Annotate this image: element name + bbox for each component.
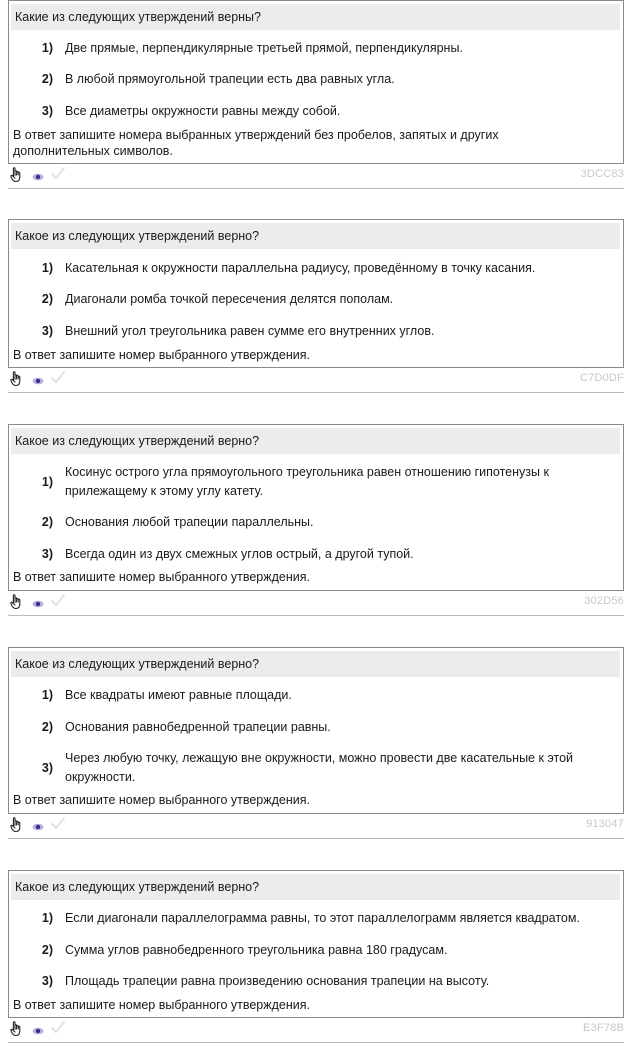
option-item bbox=[9, 513, 623, 532]
task-code: 3DCC83 bbox=[580, 168, 624, 180]
option-item bbox=[9, 545, 623, 564]
option-item bbox=[9, 909, 623, 928]
question-box bbox=[8, 647, 624, 814]
option-number: 1) bbox=[41, 474, 53, 489]
option-number: 1) bbox=[41, 41, 53, 55]
eye-icon[interactable] bbox=[32, 169, 44, 187]
hand-pointer-icon[interactable] bbox=[10, 1021, 24, 1042]
checkmark-icon[interactable] bbox=[50, 370, 66, 389]
question-title: Какое из следующих утверждений верно? bbox=[11, 874, 620, 900]
option-number: 3) bbox=[41, 760, 53, 775]
option-number: 3) bbox=[41, 324, 53, 338]
question-title: Какое из следующих утверждений верно? bbox=[11, 428, 620, 454]
option-text: Через любую точку, лежащую вне окружности, можно провести две касательные к этой окружности. bbox=[65, 751, 574, 784]
option-item bbox=[9, 718, 623, 737]
task-code: 302D56 bbox=[584, 595, 624, 607]
task-toolbar bbox=[8, 1018, 624, 1040]
option-item bbox=[9, 70, 623, 89]
divider bbox=[8, 1042, 624, 1043]
task-toolbar bbox=[8, 164, 624, 186]
checkmark-icon[interactable] bbox=[50, 1020, 66, 1039]
option-number: 2) bbox=[41, 72, 53, 86]
option-text: Если диагонали параллелограмма равны, то этот параллелограмм является квадратом. bbox=[65, 911, 580, 925]
option-number: 3) bbox=[41, 974, 53, 988]
option-text: В любой прямоугольной трапеции есть два равных угла. bbox=[65, 72, 395, 86]
question-title: Какое из следующих утверждений верно? bbox=[11, 223, 620, 249]
answer-instruction: В ответ запишите номер выбранного утверждения. bbox=[13, 348, 310, 362]
answer-instruction: В ответ запишите номер выбранного утверждения. bbox=[13, 570, 310, 584]
task-toolbar bbox=[8, 368, 624, 390]
checkmark-icon[interactable] bbox=[50, 816, 66, 835]
answer-instruction: В ответ запишите номер выбранного утверждения. bbox=[13, 998, 310, 1012]
question-box bbox=[8, 219, 624, 368]
task-code: E3F78B bbox=[583, 1022, 624, 1034]
divider bbox=[8, 392, 624, 393]
eye-icon[interactable] bbox=[32, 373, 44, 391]
option-number: 2) bbox=[41, 943, 53, 957]
task-card bbox=[8, 219, 624, 390]
option-item bbox=[9, 972, 623, 991]
option-number: 3) bbox=[41, 104, 53, 118]
question-box bbox=[8, 870, 624, 1018]
option-item bbox=[9, 749, 623, 787]
answer-instruction: В ответ запишите номера выбранных утверждений без пробелов, запятых и других дополнительных символов. bbox=[13, 128, 499, 158]
option-number: 3) bbox=[41, 547, 53, 561]
option-text: Диагонали ромба точкой пересечения делятся пополам. bbox=[65, 292, 394, 306]
option-number: 1) bbox=[41, 688, 53, 702]
option-number: 2) bbox=[41, 292, 53, 306]
answer-instruction: В ответ запишите номер выбранного утверждения. bbox=[13, 793, 310, 807]
eye-icon[interactable] bbox=[32, 596, 44, 614]
option-text: Внешний угол треугольника равен сумме его внутренних углов. bbox=[65, 324, 435, 338]
task-code: C7D0DF bbox=[580, 372, 624, 384]
option-text: Основания любой трапеции параллельны. bbox=[65, 515, 314, 529]
task-card bbox=[8, 424, 624, 613]
task-card bbox=[8, 647, 624, 836]
divider bbox=[8, 188, 624, 189]
question-title: Какое из следующих утверждений верно? bbox=[11, 651, 620, 677]
option-number: 2) bbox=[41, 720, 53, 734]
option-text: Сумма углов равнобедренного треугольника равна 180 градусам. bbox=[65, 943, 448, 957]
divider bbox=[8, 615, 624, 616]
task-toolbar bbox=[8, 814, 624, 836]
hand-pointer-icon[interactable] bbox=[10, 817, 24, 838]
eye-icon[interactable] bbox=[32, 1023, 44, 1041]
option-number: 1) bbox=[41, 261, 53, 275]
question-box bbox=[8, 0, 624, 164]
divider bbox=[8, 838, 624, 839]
option-text: Все квадраты имеют равные площади. bbox=[65, 688, 292, 702]
task-toolbar bbox=[8, 591, 624, 613]
option-text: Две прямые, перпендикулярные третьей прямой, перпендикулярны. bbox=[65, 41, 463, 55]
hand-pointer-icon[interactable] bbox=[10, 594, 24, 615]
option-item bbox=[9, 102, 623, 121]
option-text: Основания равнобедренной трапеции равны. bbox=[65, 720, 331, 734]
eye-icon[interactable] bbox=[32, 819, 44, 837]
option-item bbox=[9, 686, 623, 705]
task-card bbox=[8, 870, 624, 1040]
option-text: Площадь трапеции равна произведению основания трапеции на высоту. bbox=[65, 974, 490, 988]
option-item bbox=[9, 259, 623, 278]
question-box bbox=[8, 424, 624, 591]
task-code: 913047 bbox=[586, 818, 624, 830]
option-text: Всегда один из двух смежных углов острый, а другой тупой. bbox=[65, 547, 414, 561]
option-item bbox=[9, 290, 623, 309]
option-text: Касательная к окружности параллельна радиусу, проведённому в точку касания. bbox=[65, 261, 536, 275]
checkmark-icon[interactable] bbox=[50, 593, 66, 612]
option-number: 1) bbox=[41, 911, 53, 925]
hand-pointer-icon[interactable] bbox=[10, 371, 24, 392]
option-item bbox=[9, 322, 623, 341]
option-item bbox=[9, 463, 623, 501]
question-title: Какие из следующих утверждений верны? bbox=[11, 4, 620, 30]
task-card bbox=[8, 0, 624, 186]
option-item bbox=[9, 941, 623, 960]
option-text: Все диаметры окружности равны между собой. bbox=[65, 104, 341, 118]
hand-pointer-icon[interactable] bbox=[10, 167, 24, 188]
option-item bbox=[9, 39, 623, 58]
option-text: Косинус острого угла прямоугольного треугольника равен отношению гипотенузы к прилежащему к этому углу катету. bbox=[65, 465, 549, 498]
option-number: 2) bbox=[41, 515, 53, 529]
checkmark-icon[interactable] bbox=[50, 166, 66, 185]
